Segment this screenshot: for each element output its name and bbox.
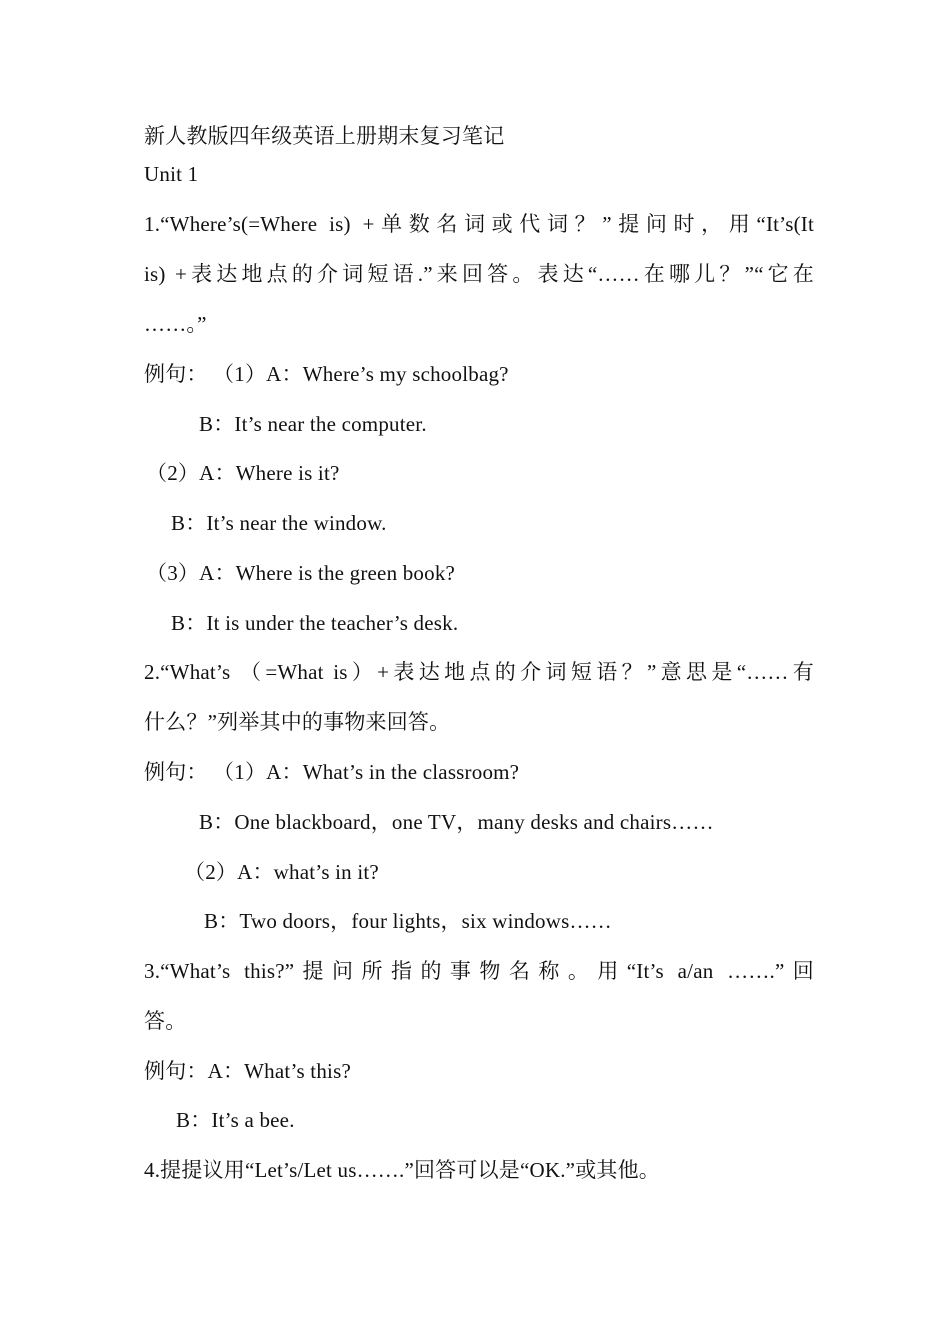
example-line: （3）A：Where is the green book? bbox=[146, 561, 456, 585]
example-line: 例句： （1）A：Where’s my schoolbag? bbox=[144, 362, 509, 386]
document-title: 新人教版四年级英语上册期末复习笔记 bbox=[144, 124, 505, 148]
text-line: 2.“What’s （=What is）+表达地点的介词短语？”意思是“……有 bbox=[144, 660, 814, 684]
unit-heading: Unit 1 bbox=[144, 162, 199, 186]
example-line: （2）A：what’s in it? bbox=[184, 860, 379, 884]
example-line: B：It’s a bee. bbox=[176, 1108, 295, 1132]
example-line: B：One blackboard，one TV，many desks and chairs…… bbox=[199, 810, 714, 834]
text-line: ……。” bbox=[144, 312, 207, 336]
example-line: B：It’s near the computer. bbox=[199, 412, 427, 436]
example-line: B：Two doors，four lights，six windows…… bbox=[204, 909, 612, 933]
example-line: （2）A：Where is it? bbox=[146, 461, 340, 485]
text-line: 1.“Where’s(=Where is) +单数名词或代词？”提问时，用“It’s(It bbox=[144, 212, 814, 236]
text-line: 4.提提议用“Let’s/Let us…….”回答可以是“OK.”或其他。 bbox=[144, 1158, 660, 1182]
text-line: 3.“What’s this?”提问所指的事物名称。用“It’s a/an …….”回 bbox=[144, 959, 814, 983]
example-line: B：It is under the teacher’s desk. bbox=[171, 611, 459, 635]
example-line: 例句： （1）A：What’s in the classroom? bbox=[144, 760, 520, 784]
text-line: is) +表达地点的介词短语.”来回答。表达“……在哪儿？”“它在 bbox=[144, 262, 814, 286]
text-line: 什么？”列举其中的事物来回答。 bbox=[144, 710, 451, 734]
text-line: 答。 bbox=[144, 1009, 187, 1033]
example-line: B：It’s near the window. bbox=[171, 511, 387, 535]
example-line: 例句：A：What’s this? bbox=[144, 1059, 351, 1083]
